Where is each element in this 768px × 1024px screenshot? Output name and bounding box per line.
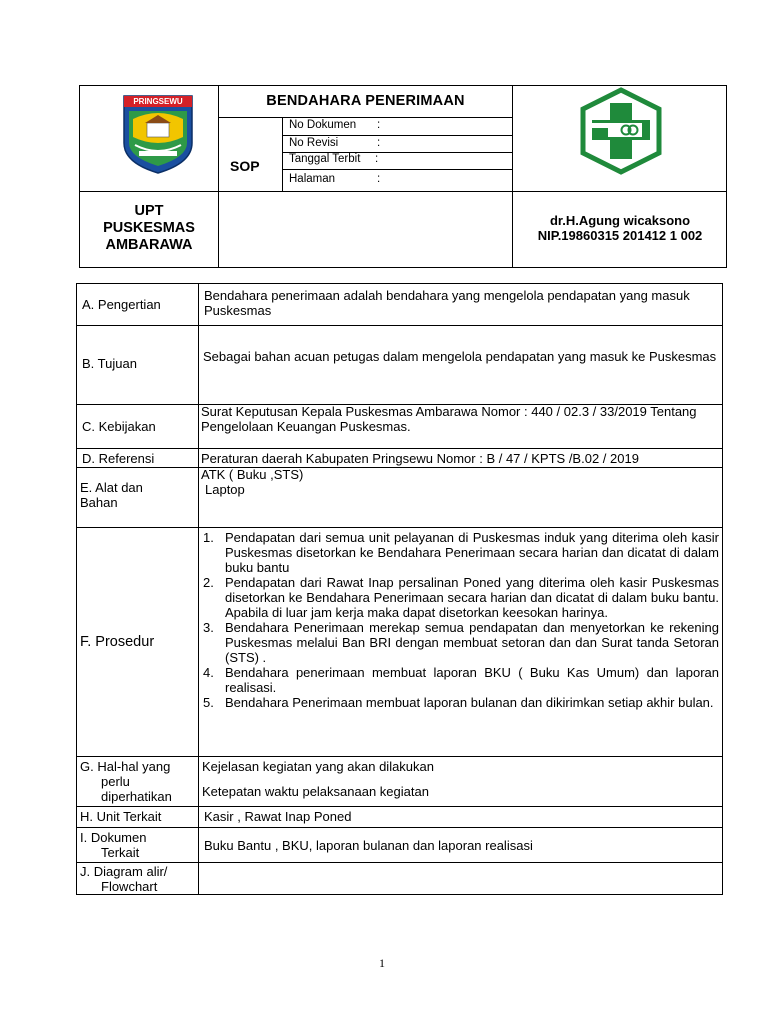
procedure-item: 5. Bendahara Penerimaan membuat laporan bulanan dan dikirimkan setiap akhir bulan. bbox=[203, 695, 714, 710]
row-b-label: B. Tujuan bbox=[82, 356, 137, 371]
row-h-label: H. Unit Terkait bbox=[80, 809, 162, 824]
row-d-content: Peraturan daerah Kabupaten Pringsewu Nomor : B / 47 / KPTS /B.02 / 2019 bbox=[201, 451, 639, 466]
org-name bbox=[79, 203, 219, 254]
procedure-item: 3. Bendahara Penerimaan merekap semua pendapatan dan menyetorkan ke rekening Puskesmas melalui Ban BRI dengan membuat setoran dan dan Surat tanda Setoran (STS) . bbox=[203, 620, 719, 665]
procedure-list bbox=[203, 530, 719, 710]
row-f-label: F. Prosedur bbox=[80, 634, 155, 650]
row-e-content: ATK ( Buku ,STS) Laptop bbox=[201, 467, 304, 497]
row-h-content: Kasir , Rawat Inap Poned bbox=[204, 809, 352, 824]
field-separator: : bbox=[377, 119, 381, 131]
field-no-dokumen: No Dokumen bbox=[289, 119, 357, 131]
field-separator: : bbox=[377, 137, 381, 149]
row-e-label: E. Alat dan Bahan bbox=[80, 480, 143, 510]
org-line-upt: UPT bbox=[134, 203, 164, 219]
signer-nip: NIP.19860315 201412 1 002 bbox=[537, 228, 703, 243]
puskesmas-logo bbox=[578, 87, 664, 175]
field-separator: : bbox=[377, 173, 381, 185]
org-line-ambarawa: AMBARAWA bbox=[105, 237, 193, 253]
page-number: 1 bbox=[379, 956, 385, 970]
row-g-line-2: Ketepatan waktu pelaksanaan kegiatan bbox=[202, 784, 429, 799]
document-title: BENDAHARA PENERIMAAN bbox=[266, 93, 465, 109]
row-j-label: J. Diagram alir/ Flowchart bbox=[80, 864, 168, 894]
row-g-label: G. Hal-hal yang perlu diperhatikan bbox=[80, 759, 172, 804]
pringsewu-logo bbox=[119, 93, 197, 175]
row-g-line-1: Kejelasan kegiatan yang akan dilakukan bbox=[202, 759, 435, 774]
procedure-item: 4. Bendahara penerimaan membuat laporan BKU ( Buku Kas Umum) dan laporan realisasi. bbox=[203, 665, 719, 695]
row-a-content: Bendahara penerimaan adalah bendahara yang mengelola pendapatan yang masuk Puskesmas bbox=[204, 288, 690, 318]
signer-name: dr.H.Agung wicaksono bbox=[549, 213, 691, 228]
logo-text: PRINGSEWU bbox=[133, 97, 183, 106]
field-no-revisi: No Revisi bbox=[289, 137, 339, 149]
row-b-content: Sebagai bahan acuan petugas dalam mengelola pendapatan yang masuk ke Puskesmas bbox=[203, 349, 717, 364]
row-c-content: Surat Keputusan Kepala Puskesmas Ambarawa Nomor : 440 / 02.3 / 33/2019 Tentang Pengelolaan Keuangan Puskesmas. bbox=[201, 404, 697, 434]
sop-label: SOP bbox=[230, 158, 260, 174]
row-d-label: D. Referensi bbox=[82, 451, 155, 466]
field-separator: : bbox=[375, 153, 379, 165]
row-i-label: I. Dokumen Terkait bbox=[80, 830, 147, 860]
field-halaman: Halaman bbox=[289, 173, 336, 185]
field-tanggal-terbit: Tanggal Terbit bbox=[289, 153, 361, 165]
org-line-puskesmas: PUSKESMAS bbox=[103, 220, 195, 236]
signer-block bbox=[513, 213, 727, 243]
row-i-content: Buku Bantu , BKU, laporan bulanan dan laporan realisasi bbox=[204, 838, 533, 853]
procedure-item: 2. Pendapatan dari Rawat Inap persalinan Poned yang diterima oleh kasir Puskesmas disetorkan ke Bendahara Penerimaan secara harian dan dicatat di dalam buku bantu. Apabila di luar jam kerja maka dapat disetorkan keesokan harinya. bbox=[203, 575, 719, 620]
row-a-label: A. Pengertian bbox=[82, 297, 161, 312]
row-c-label: C. Kebijakan bbox=[82, 419, 156, 434]
procedure-item: 1. Pendapatan dari semua unit pelayanan di Puskesmas induk yang diterima oleh kasir Puskesmas disetorkan ke Bendahara Penerimaan secara harian dan dicatat di dalam buku bantu bbox=[203, 530, 719, 575]
